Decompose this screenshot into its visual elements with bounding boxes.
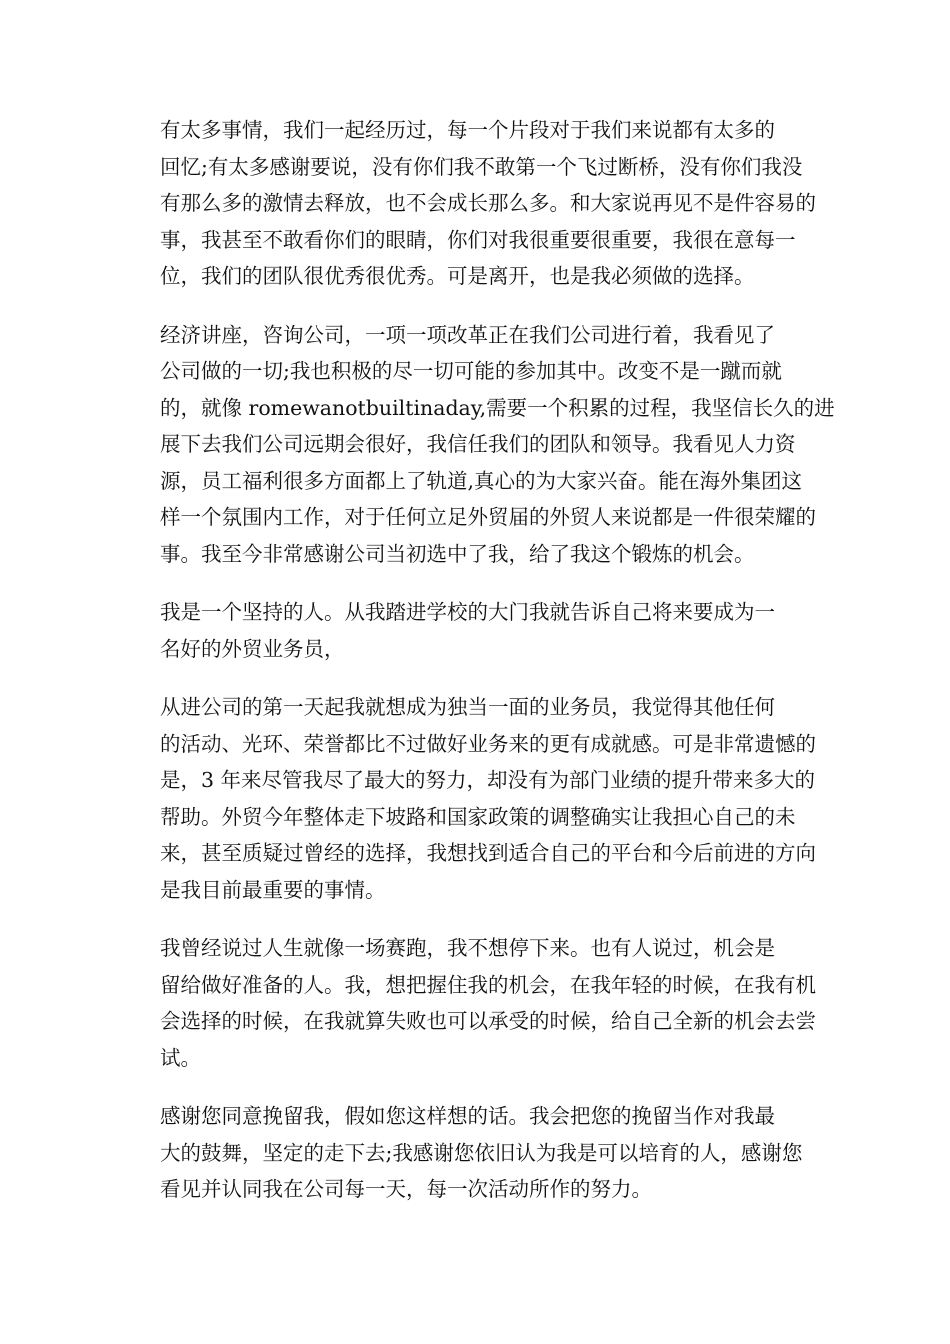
text-line: 回忆;有太多感谢要说，没有你们我不敢第一个飞过断桥，没有你们我没 <box>160 154 803 179</box>
text-line: 帮助。外贸今年整体走下坡路和国家政策的调整确实让我担心自己的未 <box>160 804 796 829</box>
text-line: 公司做的一切;我也积极的尽一切可能的参加其中。改变不是一蹴而就 <box>160 359 782 383</box>
paragraph-2 <box>117 317 833 573</box>
text-line: 的，就像 romewanotbuiltinaday,需要一个积累的过程，我坚信长久的进 <box>160 395 835 420</box>
text-line: 我是一个坚持的人。从我踏进学校的大门我就告诉自己将来要成为一 <box>160 600 775 624</box>
text-line: 大的鼓舞，坚定的走下去;我感谢您依旧认为我是可以培育的人，感谢您 <box>160 1140 803 1165</box>
text-line: 样一个氛围内工作，对于任何立足外贸届的外贸人来说都是一件很荣耀的 <box>160 505 816 529</box>
text-line: 经济讲座，咨询公司，一项一项改革正在我们公司进行着，我看见了 <box>160 322 775 347</box>
paragraph-1 <box>117 112 833 295</box>
paragraph-4 <box>117 689 833 908</box>
document-body <box>117 112 833 1230</box>
text-line: 看见并认同我在公司每一天，每一次活动所作的努力。 <box>160 1177 652 1201</box>
text-line: 感谢您同意挽留我，假如您这样想的话。我会把您的挽留当作对我最 <box>160 1104 775 1128</box>
text-line: 来，甚至质疑过曾经的选择，我想找到适合自己的平台和今后前进的方向 <box>160 841 816 865</box>
paragraph-3 <box>117 594 833 667</box>
text-line: 展下去我们公司远期会很好，我信任我们的团队和领导。我看见人力资 <box>160 432 796 456</box>
paragraph-5 <box>117 930 833 1076</box>
text-line: 事。我至今非常感谢公司当初选中了我，给了我这个锻炼的机会。 <box>160 541 755 566</box>
text-line: 是，3 年来尽管我尽了最大的努力，却没有为部门业绩的提升带来多大的 <box>160 768 816 792</box>
text-line: 名好的外贸业务员， <box>160 636 345 661</box>
text-line: 有那么多的激情去释放，也不会成长那么多。和大家说再见不是件容易的 <box>160 191 816 215</box>
text-line: 的活动、光环、荣誉都比不过做好业务来的更有成就感。可是非常遗憾的 <box>160 731 816 756</box>
text-line: 会选择的时候，在我就算失败也可以承受的时候，给自己全新的机会去尝 <box>160 1009 816 1033</box>
text-line: 留给做好准备的人。我，想把握住我的机会，在我年轻的时候，在我有机 <box>160 972 816 997</box>
text-line: 我曾经说过人生就像一场赛跑，我不想停下来。也有人说过，机会是 <box>160 936 775 960</box>
text-line: 试。 <box>160 1045 201 1070</box>
text-line: 是我目前最重要的事情。 <box>160 877 386 902</box>
paragraph-6 <box>117 1098 833 1208</box>
text-line: 有太多事情，我们一起经历过，每一个片段对于我们来说都有太多的 <box>160 118 775 142</box>
text-line: 位，我们的团队很优秀很优秀。可是离开，也是我必须做的选择。 <box>160 264 755 288</box>
text-line: 源，员工福利很多方面都上了轨道,真心的为大家兴奋。能在海外集团这 <box>160 468 803 493</box>
text-line: 从进公司的第一天起我就想成为独当一面的业务员，我觉得其他任何 <box>160 695 775 719</box>
text-line: 事，我甚至不敢看你们的眼睛，你们对我很重要很重要，我很在意每一 <box>160 227 796 252</box>
